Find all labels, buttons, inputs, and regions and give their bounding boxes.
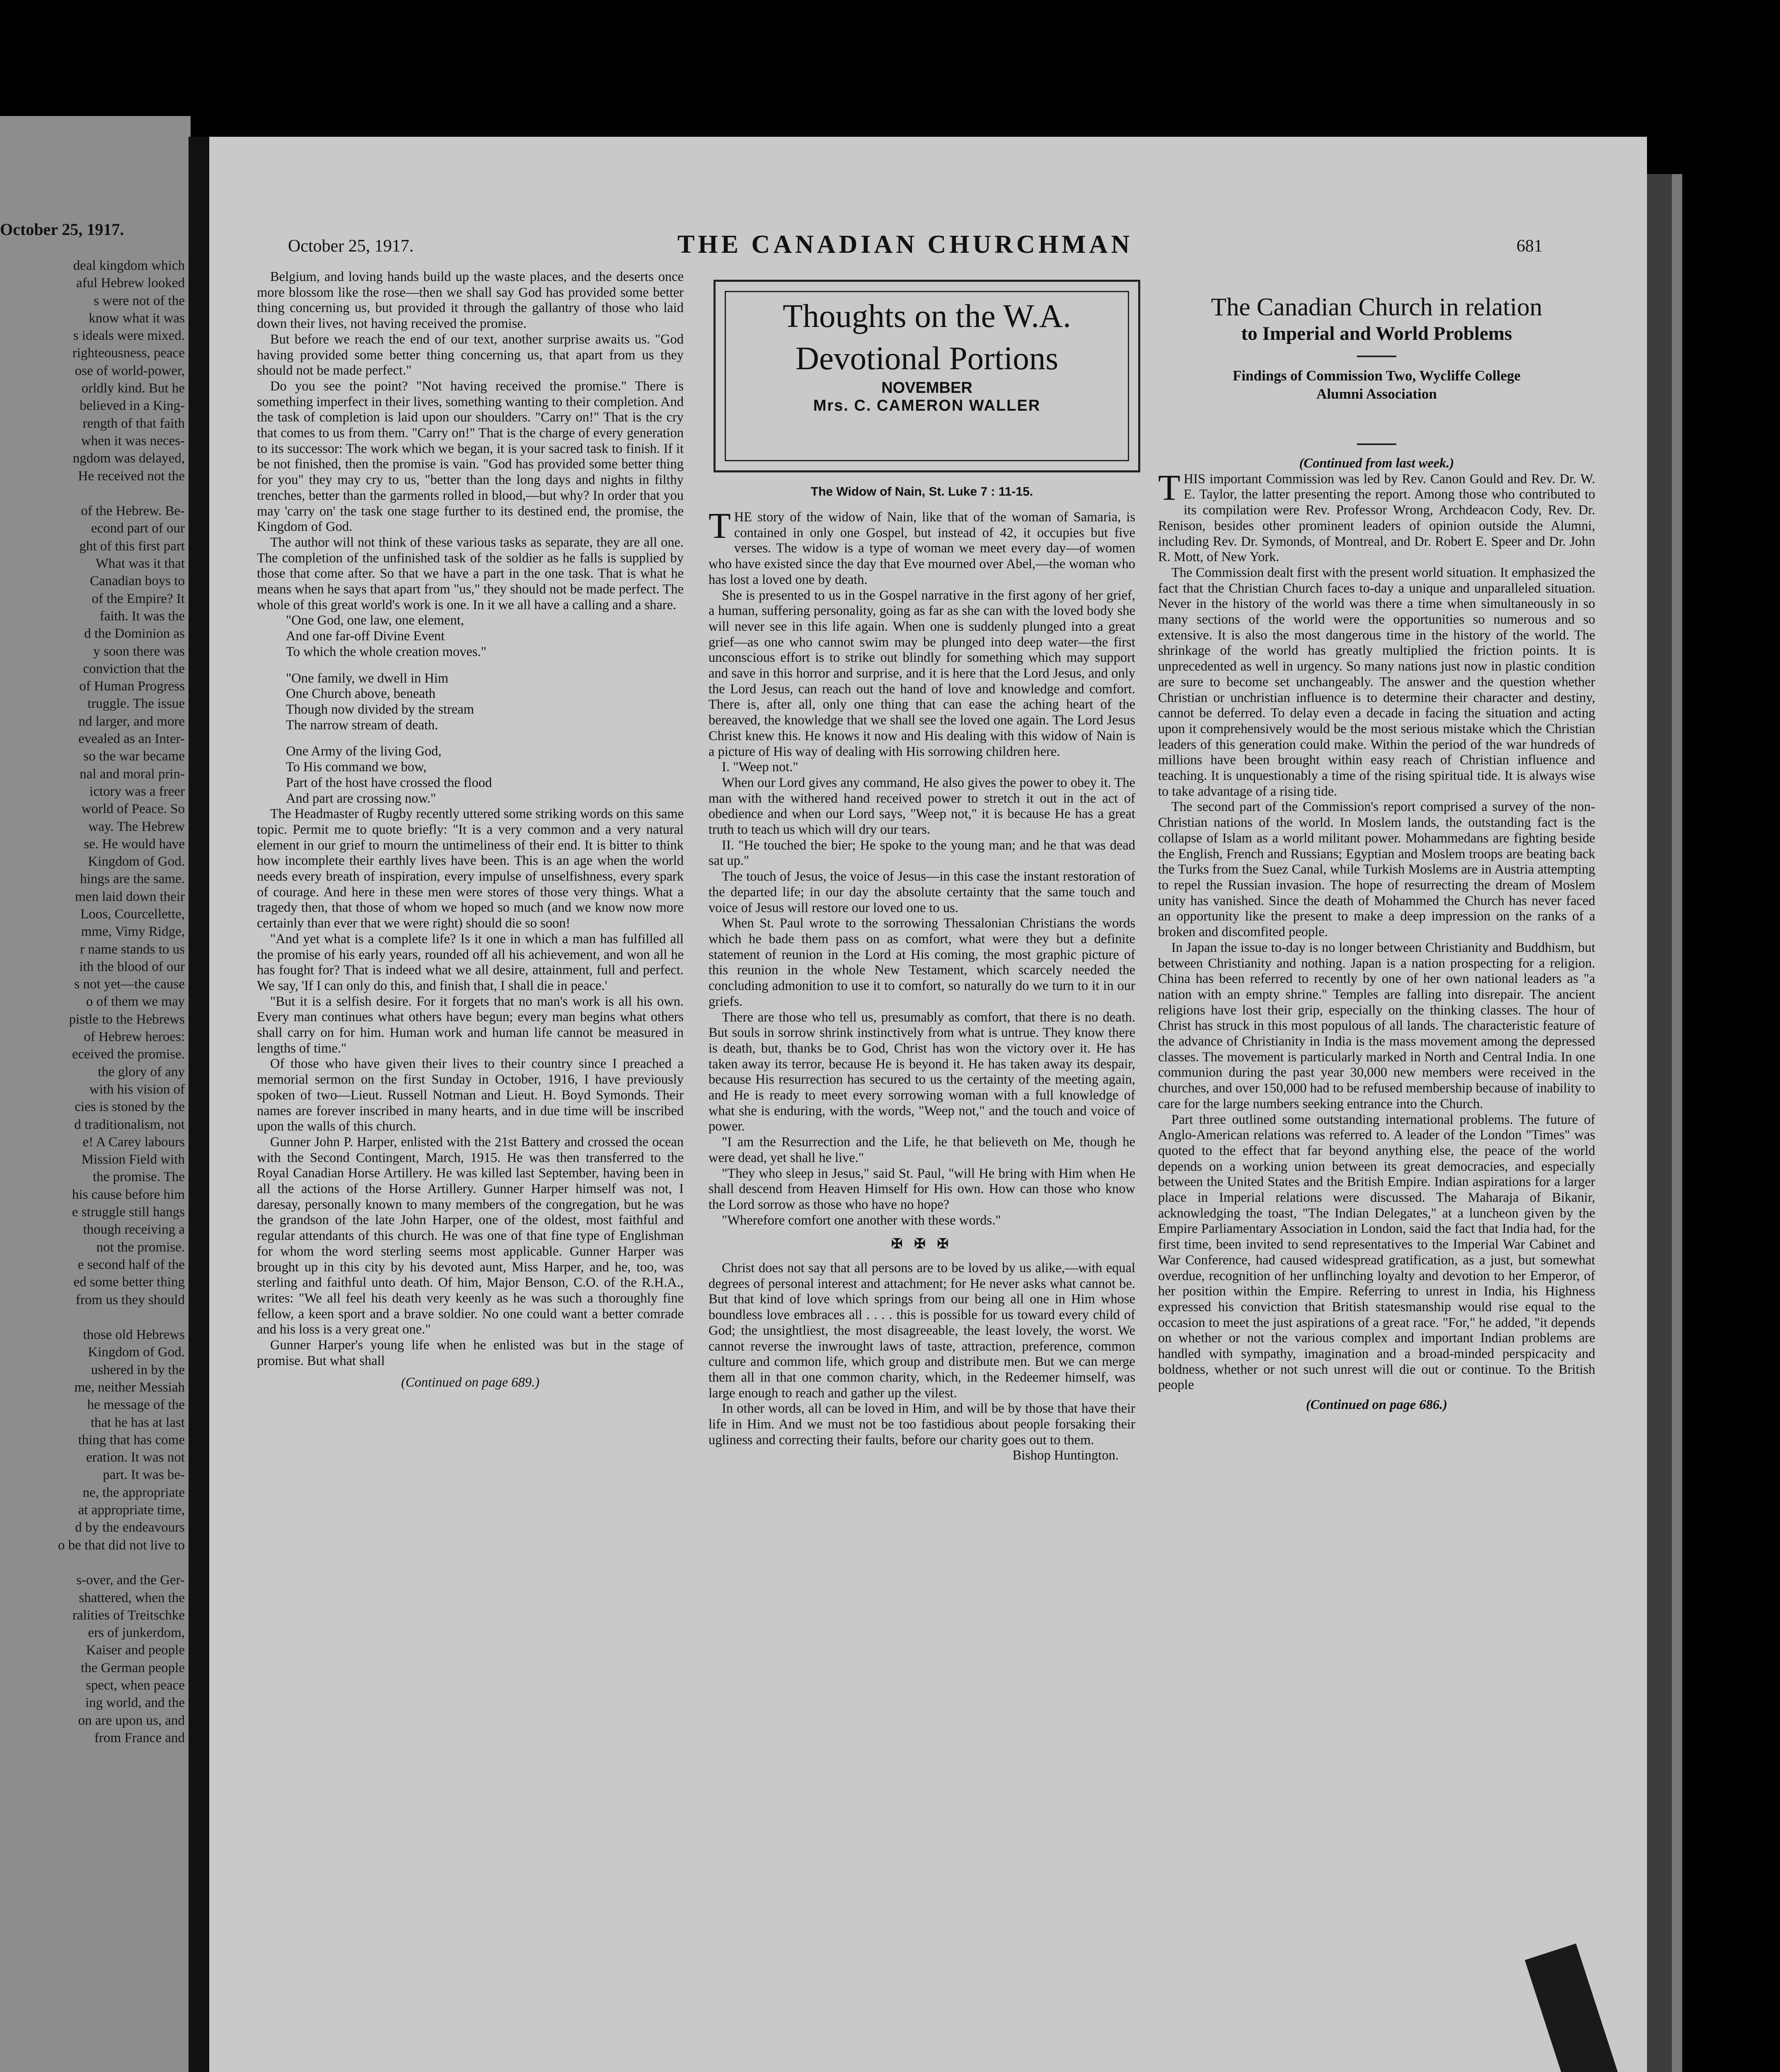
left-page-line: s were not of the [94,293,185,308]
left-page-line: from France and [94,1730,185,1745]
column-2-paragraphs [709,506,1135,1228]
findings-line-1: Findings of Commission Two, Wycliffe College [1233,368,1521,384]
col1-paragraph-b-2: "But it is a selfish desire. For it forgets that no man's work is all his own. Every man continues what others have begun; every man begins what others shall carry on for him. Human work and human life cannot be measured in lengths of time." [257,994,684,1056]
left-page-line: econd part of our [91,521,185,536]
left-page-text [0,257,191,1747]
left-page-line: nal and moral prin- [80,766,185,782]
left-page-line: the German people [80,1660,185,1675]
left-page-line: ushered in by the [91,1362,185,1377]
column-2-paragraphs-2 [709,1261,1135,1448]
left-page-line: rength of that faith [82,416,185,431]
left-page-line: e! A Carey labours [82,1134,185,1150]
wa-author: Mrs. C. CAMERON WALLER [813,397,1041,414]
left-page-line: s-over, and the Ger- [76,1573,185,1588]
col2-paragraph-4: II. "He touched the bier; He spoke to the young man; and he that was dead sat up." [709,838,1135,869]
poem-line: Though now divided by the stream [286,702,474,717]
section-separator: ✠ ✠ ✠ [891,1237,953,1252]
left-page-line: cies is stoned by the [75,1099,185,1115]
left-page-line: of Hebrew heroes: [84,1029,185,1045]
left-page-line: that he has at last [90,1415,185,1430]
findings-line-2: Alumni Association [1316,386,1437,402]
left-page-line: y soon there was [93,644,185,659]
left-page-line: Canadian boys to [89,574,185,589]
left-page-line: e second half of the [77,1257,185,1272]
left-page-line: ght of this first part [79,538,185,554]
poem-line: And part are crossing now." [286,791,436,806]
col3-paragraph-1: The Commission dealt first with the present world situation. It emphasized the fact that the Christian Church faces to-day a unique and unparalleled situation. Never in the history of the world was there a time when simultaneously in so many sections of the world were the opportunities so numerous and so extensive. It is also the most dangerous time in the history of the world. The shrinkage of the world has greatly multiplied the friction points. It is unprecedented as well in urgency. So many nations just now in plastic condition are sure to become set unchangeably. The answer and the question whether Christian or unchristian influence is to determine their character and destiny, cannot be deferred. To delay even a decade in facing the situation and acting upon it comprehensively would be the most serious mistake which the Christian leaders of this generation could make. Within the period of the war hundreds of millions have been brought within easy reach of Christian influence and teaching. It is unquestionably a time of the rising spiritual tide. It is always wise to take advantage of a rising tide. [1158,565,1595,799]
book-binding-gutter [189,137,209,2072]
left-page-line: orldly kind. But he [81,381,185,396]
col3-paragraph-3: In Japan the issue to-day is no longer between Christianity and Buddhism, but between Christianity and nothing. Japan is a nation prospecting for a religion. China has been referred to recently by one of her own national leaders as "a nation with an empty shrine." Temples are falling into disrepair. The ancient religions have lost their grip, especially on the thinking classes. The hour of Christ has struck in this most populous of all lands. The characteristic feature of the advance of Christianity in India is the mass movement among the depressed classes. The movement is particularly marked in North and Central India. In one communion during the past year 30,000 new members were received in the churches, and over 150,000 had to be refused membership because of inability to care for the large numbers seeking entrance into the Church. [1158,940,1595,1111]
left-page-line: ing world, and the [85,1695,185,1711]
article-subtitle: to Imperial and World Problems [1241,323,1512,344]
left-page-line: ose of world-power, [75,363,185,378]
column-1-paragraphs [257,269,684,613]
left-page-line: those old Hebrews [83,1327,185,1343]
left-page-line: ngdom was delayed, [73,451,185,466]
left-page-line: s ideals were mixed. [73,328,185,344]
col1-paragraph-b-4: Gunner John P. Harper, enlisted with the 21st Battery and crossed the ocean with the Second Contingent, March, 1915. He was then transferred to the Royal Canadian Horse Artillery. He was killed last September, having been in all the actions of the Horse Artillery. Gunner Harper himself was not, I daresay, personally known to many members of the congregation, but he was the grandson of the late John Harper, one of the oldest, most faithful and regular attendants of this church. He was one of that fine type of Englishman for whom the word sterling seems most applicable. Gunner Harper was brought up in this city by his devoted aunt, Miss Harper, and he, too, was sterling and faithful unto death. Of him, Major Benson, C.O. of the R.H.A., writes: "We all feel his death very keenly as he was such a thoroughly fine fellow, a keen sport and a brave soldier. No one could want a better comrade and his loss is a very great one." [257,1134,684,1337]
left-page-line: o be that did not live to [58,1537,185,1553]
left-page-line: nd larger, and more [78,714,185,729]
left-page-line: Loos, Courcellette, [80,906,185,922]
left-page-line: ne, the appropriate [82,1485,185,1500]
left-page-line: o of them we may [86,994,185,1009]
left-page-line [0,1554,185,1571]
poem-line: Part of the host have crossed the flood [286,775,492,790]
left-page-line: way. The Hebrew [88,819,185,834]
col2-paragraph-6: When St. Paul wrote to the sorrowing Thessalonian Christians the words which he bade them pass on as comfort, what were they but a definite statement of reunion in the Lord at His coming, the most graphic picture of this reunion in the whole New Testament, which scarcely needed the concluding admonition to use it to comfort, so naturally do we turn to it in our griefs. [709,916,1135,1009]
column-3-paragraphs [1158,467,1595,1393]
left-page-line: faith. It was the [99,608,185,624]
left-page-line: ers of junkerdom, [88,1625,185,1641]
findings-rule [1357,443,1396,445]
col3-paragraph-4: Part three outlined some outstanding international problems. The future of Anglo-American relations was referred to. A leader of the London "Times" was quoted to the effect that far beyond anything else, the peace of the world depends on a working union between its great democracies, and especially between the United States and the British Empire. Indian aspirations for a larger place in Imperial relations were discussed. The Maharaja of Bikanir, acknowledging the toast, "The Indian Delegates," at a luncheon given by the Empire Parliamentary Association in London, said the fact that India had, for the first time, been invited to send representatives to the Imperial War Cabinet and War Conference, had caused widespread gratification, as a just, but somewhat overdue, recognition of her unflinching loyalty and devotion to her Emperor, of her position within the Empire. Referring to unrest in India, his Highness expressed his conviction that British statesmanship would rise equal to the occasion to meet the just aspirations of a great race. "For," he added, "it depends on whether or not the various complex and important Indian problems are handled with sympathy, imagination and a broad-minded perspicacity and boldness, whether or not such unrest will die out or continue. To the British people [1158,1112,1595,1393]
left-page-line: d the Dominion as [84,626,185,641]
left-page-line: with his vision of [89,1082,185,1097]
left-page-line: so the war became [83,749,185,764]
left-page-line: on are upon us, and [78,1713,185,1728]
page-right-edge [1647,174,1672,2072]
left-page-line: world of Peace. So [81,801,185,817]
left-page-line: r name stands to us [80,942,185,957]
left-page-line: d traditionalism, not [74,1117,185,1132]
left-page-line [0,1309,185,1326]
left-page-line: righteousness, peace [72,346,185,361]
column-2 [709,506,1135,1464]
left-page-line: d by the endeavours [75,1520,185,1535]
left-page-line: se. He would have [84,836,185,852]
column-1-continued: (Continued on page 689.) [401,1375,539,1390]
left-page-date: October 25, 1917. [0,220,124,239]
left-page-line: What was it that [95,556,185,571]
col2-paragraph-7: There are those who tell us, presumably as comfort, that there is no death. But souls in sorrow shrink instinctively from what is untrue. They know there is death, but, thanks be to God, Christ has won the victory over it. He has taken away its terror, because He is beyond it. He has taken away its despair, because His resurrection has secured to us the certainty of the meeting again, and He is ready to meet every sorrowing woman with a full knowledge of what she is enduring, with the words, "Weep not," and the touch and voice of power. [709,1009,1135,1134]
left-page-line: deal kingdom which [73,258,185,273]
wa-title-box-inner [725,291,1129,461]
col2-paragraph-0: THE story of the widow of Nain, like that of the woman of Samaria, is contained in only one Gospel, but instead of 42, it occupies but five verses. The widow is a type of woman we meet every day—of women who have existed since the day that Eve mourned over Abel,—the woman who has lost a loved one by death. [709,506,1135,587]
left-page-line: of Human Progress [79,679,185,694]
wa-title-box [713,280,1140,472]
col2-paragraph-3: When our Lord gives any command, He also gives the power to obey it. The man with the withered hand received power to stretch it out in the act of obedience and when our Lord says, "Weep not," it is because He has a great truth to teach us which will dry our tears. [709,775,1135,838]
poem-line: And one far-off Divine Event [286,629,445,644]
page-number: 681 [1516,237,1543,256]
left-page-line: spect, when peace [85,1678,185,1693]
left-page-line: Kingdom of God. [88,854,185,869]
left-page-line: of the Empire? It [92,591,185,606]
poem-line: "One family, we dwell in Him [286,670,449,686]
column-3 [1158,452,1595,1413]
continued-on: (Continued on page 686.) [1306,1397,1448,1413]
left-page-line: though receiving a [83,1222,185,1237]
left-page-line: the glory of any [98,1064,185,1080]
col2-paragraph-10: "Wherefore comfort one another with these words." [722,1213,1001,1228]
left-page-line: eration. It was not [86,1450,185,1465]
poem-line: To His command we bow, [286,760,427,775]
col2-paragraph-b-0: Christ does not say that all persons are to be loved by us alike,—with equal degrees of personal interest and attachment; for He never asks what cannot be. But that kind of love which springs from our being all one in Him whose boundless love embraces all . . . . this is possible for us toward every child of God; the unsightliest, the most disagreeable, the least lovely, the worst. We cannot reverse the inwrought laws of taste, attraction, preference, common culture and common life, which group and distribute men. But we can merge them all in that one common charity, which, in the Redeemer himself, was large enough to reach and gather up the vilest. [709,1261,1135,1401]
left-page-line: me, neither Messiah [74,1380,185,1395]
left-page-fragment [0,116,191,2072]
article-title: The Canadian Church in relation [1211,293,1543,321]
left-page-line: at appropriate time, [78,1503,185,1518]
left-page-line: s not yet—the cause [74,977,185,992]
left-page-line: truggle. The issue [87,696,185,712]
poem-line: The narrow stream of death. [286,717,438,733]
col2-paragraph-5: The touch of Jesus, the voice of Jesus—in this case the instant restoration of the departed life; in our day the absolute certainty that the same touch and voice of Jesus will restore our loved one to us. [709,869,1135,915]
left-page-line: Kingdom of God. [88,1345,185,1360]
col3-paragraph-2: The second part of the Commission's report comprised a survey of the non-Christian nations of the world. In Moslem lands, the outstanding fact is the collapse of Islam as a world militant power. Mohammedans are fighting beside the English, French and Russians; Egyptian and Moslem troops are beating back the Turks from the Suez Canal, while Turkish Moslems are in Austria attempting to repel the Russian invasion. The hope of resurrecting the dream of Moslem unity has vanished. Since the death of Mohammed the Church has never faced an opportunity like the present to make a deep impression on the ranks of a broken and discomfited people. [1158,799,1595,940]
column-1-paragraphs-2 [257,806,684,1369]
left-page-line: from us they should [75,1292,185,1307]
left-page-line: the promise. The [92,1169,185,1185]
left-page-line: evealed as an Inter- [78,731,185,747]
left-page-line: believed in a King- [80,398,185,414]
continued-from: (Continued from last week.) [1299,456,1454,471]
wa-title-line-1: Thoughts on the W.A. [783,298,1071,334]
header-date: October 25, 1917. [288,237,414,256]
poem-line: One Church above, beneath [286,686,435,702]
left-page-line: mme, Vimy Ridge, [81,924,185,939]
left-page-line: of the Hebrew. Be- [81,503,185,519]
left-page-line: part. It was be- [103,1467,185,1483]
col3-paragraph-dropcap: T [1158,467,1180,508]
wa-title-line-2: Devotional Portions [795,341,1059,377]
col2-paragraph-b-1: In other words, all can be loved in Him, and will be by those that have their life in Him. And we must not be too fastidious about people forsaking their ugliness and correcting their faults, before our charity goes out to them. [709,1401,1135,1447]
left-page-line: know what it was [89,310,185,326]
col1-paragraph-b-5: Gunner Harper's young life when he enlisted was but in the stage of promise. But what shall [257,1338,684,1368]
left-page-line: eceived the promise. [72,1047,185,1062]
poem-line: One Army of the living God, [286,744,442,759]
left-page-line: Mission Field with [81,1152,185,1167]
col2-paragraph-1: She is presented to us in the Gospel narrative in the first agony of her grief, a human, suffering personality, going as far as she can with the loved body she will never see in this life again. When one is suddenly plunged into a great grief—as one who cannot swim may be plunged into deep water—the first unconscious effort is to strike out blindly for something which may support and save in this horror and surprise, and it is here that the Lord Jesus, and only the Lord Jesus, can reach out the hand of love and knowledge and comfort. There is, after all, only one thing that can ease the aching heart of the bereaved, the knowledge that we shall see the loved one again. The Lord Jesus Christ knew this. He knows it now and His dealing with this widow of Nain is a picture of His way of dealing with His sorrowing children here. [709,588,1135,759]
left-page-line: He received not the [78,468,185,484]
left-page-line: e struggle still hangs [72,1205,185,1220]
left-page-line: his cause before him [72,1187,185,1202]
col1-paragraph-2: Do you see the point? "Not having received the promise." There is something imperfect in their lives, something wanting to their completion. And the task of completion is laid upon our shoulders. "Carry on!" That is the cry that comes to us from them. "Carry on!" That is the charge of every generation to its successor: The work which we began, it is your sacred task to finish. If it be not finished, then the promise is vain. "God has provided some better thing for you" they may cry to us, "better than the long days and nights in filthy trenches, better than the garments rolled in blood,—but why? In order that you may 'carry on' the task one stage further to its destined end, the promise, the Kingdom of God. [257,378,684,535]
col1-paragraph-b-3: Of those who have given their lives to their country since I preached a memorial sermon on the first Sunday in October, 1916, I have previously spoken of two—Lieut. Russell Notman and Lieut. H. Boyd Symonds. Their names are forever inscribed in many hearts, and in due time will be inscribed upon the walls of this church. [257,1056,684,1134]
col2-paragraph-dropcap: T [709,506,731,546]
signature: Bishop Huntington. [1012,1448,1119,1463]
left-page-line: hings are the same. [80,871,185,887]
left-page-line: men laid down their [75,889,185,904]
col2-paragraph-9: "They who sleep in Jesus," said St. Paul, "will He bring with Him when He shall descend from Heaven Himself for His own. How can those who know the Lord sorrow as those who have no hope? [709,1166,1135,1212]
poem-line: "One God, one law, one element, [286,613,464,628]
col1-paragraph-b-1: "And yet what is a complete life? Is it one in which a man has fulfilled all the promise of his early years, rounded off all his achievement, and won all he has fought for? That is indeed what we all desire, attainment, full and perfect. We say, 'If I can only do this, and finish that, I shall die in peace.' [257,931,684,993]
newspaper-page [209,137,1647,2072]
left-page-line: not the promise. [96,1239,185,1255]
left-page-line: ith the blood of our [79,959,185,974]
left-page-line: pistle to the Hebrews [69,1012,185,1027]
col2-paragraph-2: I. "Weep not." [722,760,798,775]
left-page-line: conviction that the [83,661,185,676]
poem-line: To which the whole creation moves." [286,644,486,659]
left-page-line: thing that has come [78,1432,185,1447]
column-1 [257,269,684,1390]
left-page-line: when it was neces- [81,433,185,448]
left-page-line: he message of the [87,1397,185,1413]
article-findings [1158,367,1595,403]
widow-of-nain-subhead: The Widow of Nain, St. Luke 7 : 11-15. [810,485,1033,499]
wa-month: NOVEMBER [881,379,972,397]
left-page-line: aful Hebrew looked [76,276,185,291]
left-page-line: ictory was a freer [89,784,185,799]
title-rule [1357,356,1396,357]
col1-paragraph-0: Belgium, and loving hands build up the waste places, and the deserts once more blossom like the rose—then we shall say God has provided some better thing concerning us, but provided it through the gallantry of those who laid down their lives, not having received the promise. [257,269,684,332]
left-page-line: ed some better thing [73,1275,185,1290]
page-right-edge-2 [1672,174,1682,2072]
column-1-poem [257,613,684,806]
left-page-line: shattered, when the [79,1590,185,1605]
left-page-line: Kaiser and people [86,1643,185,1658]
col1-paragraph-3: The author will not think of these various tasks as separate, they are all one. The completion of the unfinished task of the soldier as he falls is supplied by those that come after. So that we have a part in the one task. That is what he means when he says that apart from "us," they should not be made perfect. The whole of this great world's work is one. In it we all have a calling and a share. [257,535,684,612]
col2-paragraph-8: "I am the Resurrection and the Life, he that believeth on Me, though he were dead, yet shall he live." [709,1135,1135,1165]
col3-paragraph-0: THIS important Commission was led by Rev. Canon Gould and Rev. Dr. W. E. Taylor, the latter presenting the report. Among those who contributed to its compilation were Rev. Professor Wrong, Archdeacon Cody, Rev. Dr. Renison, besides other prominent leaders of opinion outside the Alumni, including Rev. Dr. Symonds, of Montreal, and Dr. Robert E. Speer and Dr. John R. Mott, of New York. [1158,467,1595,565]
left-page-line: ralities of Treitschke [72,1607,185,1623]
left-page-line [0,485,185,502]
masthead-title: THE CANADIAN CHURCHMAN [677,230,1133,259]
col1-paragraph-b-0: The Headmaster of Rugby recently uttered some striking words on this same topic. Permit me to quote briefly: "It is a very common and a very natural element in our grief to mourn the untimeliness of their end. It is bitter to think how incomplete their earthly lives have been. This is an age when the world needs every breath of inspiration, every impulse of unselfishness, every spark of courage. And here in these men were stores of those very things. What a tragedy then, that those of whom we hoped so much (and we know now more certainly than ever that we were right) should die so soon! [257,806,684,931]
col1-paragraph-1: But before we reach the end of our text, another surprise awaits us. "God having provided some better thing concerning us, that apart from us they should not be made perfect." [257,332,684,378]
